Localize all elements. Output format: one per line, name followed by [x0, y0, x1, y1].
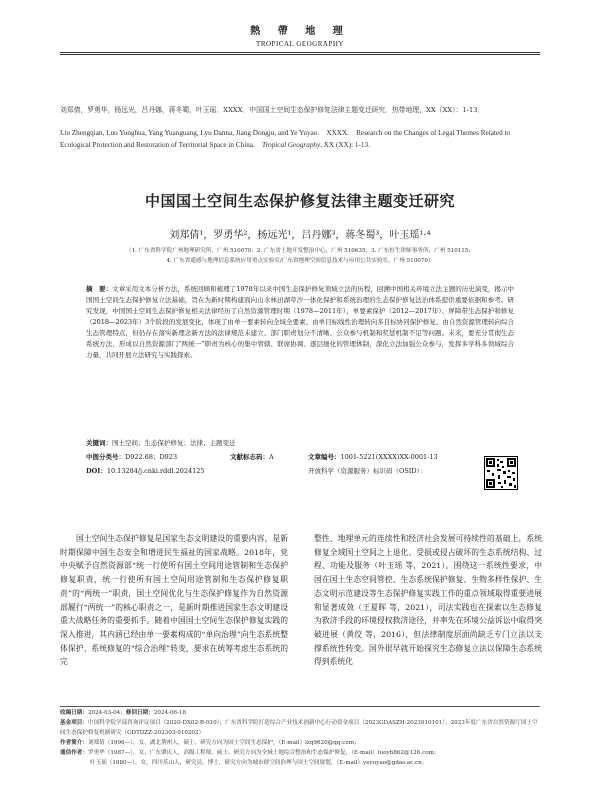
doi — [86, 466, 205, 475]
osid-label: 开放科学（资源服务）标识码（OSID）： — [308, 467, 427, 475]
clc-value: D922.68；D923 — [125, 453, 178, 461]
doi-value: 10.13284/j.cnki.rddl.2024125 — [106, 467, 205, 475]
citation-en-journal: Tropical Geography — [261, 141, 321, 149]
doi-label: DOI： — [86, 467, 107, 475]
footnotes — [60, 708, 540, 768]
received-label: 收稿日期： — [60, 710, 88, 716]
header-rule-thin — [60, 54, 540, 55]
header-rule — [60, 52, 540, 53]
corresponding-label: 通信作者： — [60, 750, 88, 756]
fund-info — [60, 718, 540, 738]
abstract-text: 文章采用文本分析方法，系统回顾和梳理了1978年以来中国生态保护修复领域立法的历程，回溯中国相关环境立法主题的历史演变，揭示中国国土空间生态保护修复立法基础，旨在为新时期构建面向山水林田湖草沙一体化保护和系统治理的生态保护修复法治体系提供重要依据和参考。研究发现，中国国土空间生态保护修复相关法律经历了自然资源管理时期（1978—2011年）、单要素保护（2012—2017年）、屏障带生态保护和修复（2018—2023年）3个阶段的发展变化，体现了由单一要素转向全域全要素、由单目标线性治理转向多目标协同保护修复、由自然资源管理转向综合生态管理特点，但仍存在落实新理念新方法的法律规范未建立、部门职责划分不清晰、公众参与机制和奖惩机制不足等问题。未来，要充分贯彻生态系统方法，形成以自然资源部门“两统一”职责为核心的集中管辖、联席协调、逐层细化的管理体制，深化立法加强公众参与，发挥多学科多领域综合力量，共同开展立法研究与实践探索。 — [86, 285, 514, 359]
doc-code-value: A — [269, 453, 274, 461]
abstract — [86, 284, 514, 361]
article-number — [308, 452, 438, 461]
citation-cn: 刘郑倩，罗勇华，杨远光，吕丹娜，蒋冬蜀，叶玉瑶．XXXX．中国国土空间生态保护修复法律主题变迁研究．热带地理，XX（XX）：1-13． — [60, 106, 485, 114]
body-column-left: 国土空间生态保护修复是国家生态文明建设的重要内容，是新时期保障中国生态安全和增进民生福祉的国家战略。2018年，党中央赋予自然资源部“统一行使所有国土空间用途管制和生态保护修复职责，统一行使所有国土空间用途管制和生态保护修复职责”的“两统一”职责，国土空间优化与生态保护修复作为自然资源部履行“两统一”的核心职责之一，是新时期推进国家生态文明建设重大战略任务的重要抓手。随着中国国土空间生态保护修复实践的深入推进，其内涵已经由单一要素构成的“单向治理”向生态系统整体保护、系统修复的“综合治理”转变，要求在统筹考虑生态系统的完 — [60, 534, 288, 667]
journal-title-cn: 熱 帶 地 理 — [250, 26, 350, 37]
qr-code-graphic — [485, 457, 517, 489]
paper-title: 中国国土空间生态保护修复法律主题变迁研究 — [144, 192, 455, 210]
document-code — [230, 452, 274, 461]
abstract-label: 摘 要： — [86, 285, 113, 293]
footnote-rule — [60, 706, 540, 707]
fund-label: 基金项目： — [60, 720, 88, 726]
article-number-label: 文章编号： — [308, 453, 341, 461]
affiliation-line-1: （1. 广东省科学院广州地理研究所，广州 510070；2. 广东省土地开发整治中心，广州 510635；3. 广东恒生律师事务所，广州 510115； — [125, 248, 475, 254]
author-bio-label: 作者简介： — [60, 740, 88, 746]
body-column-right: 整性、地理单元的连续性和经济社会发展可持续性的基础上，系统修复全域国土空间之上退化、受损或侵占破坏的生态系统结构、过程、功能及服务（叶玉瑶 等，2021）。围绕这一系统性要求，中国在国土生态空间管控、生态系统保护修复、生物多样性保护、生态文明示范建设等生态保护修复实践工作的重点领域取得重要进展和显著成效（王夏晖 等，2021），司法实践也在探索以生态修复为救济手段的环境侵权救济途径，并率先在环境公益诉讼中取得突破进展（黄佼 等，2016），但法律制度层面尚缺乏专门立法以支撑系统性转变。国外很早就开始探究生态修复立法以保障生态系统得到系统化 — [314, 534, 542, 667]
journal-title-en: TROPICAL GEOGRAPHY — [256, 40, 344, 48]
qr-code-icon[interactable] — [484, 456, 518, 490]
keywords-text: 国土空间；生态保护修复；法律；主题变迁 — [112, 439, 236, 447]
revised-date: 2024-06-18 — [153, 710, 187, 716]
keywords-label: 关键词： — [86, 439, 112, 447]
citation-en — [60, 127, 542, 151]
received-dates — [60, 708, 540, 718]
author-bio — [60, 738, 540, 748]
affiliation-line-2: 4. 广东省遥感与地理信息系统应用重点实验室/广东省地理空间信息技术与应用公共实验室，广州 510070） — [166, 258, 434, 264]
author-list: 刘郑倩¹，罗勇华²，杨远光¹，吕丹娜³，蒋冬蜀³，叶玉瑶¹·⁴ — [169, 230, 431, 241]
corresponding-author-2: 叶玉瑶（1980—），女，四川乐山人，研究员，博士，研究方向为城市群空间治理与国土空间规划，（E-mail）yeyuyao@gdas.ac.cn。 — [90, 760, 428, 766]
clc-number — [86, 452, 177, 461]
corresponding-text: 罗勇华（1987—），女，广东肇庆人，高级工程师，硕士，研究方向为全域土地综合整治和生态保护修复，（E-mail）luoyh862@126.com； — [87, 750, 440, 756]
clc-label: 中图分类号： — [86, 453, 125, 461]
affiliations — [70, 246, 530, 266]
fund-text: 中国科学院学部咨询评议项目（2020-DX02-B-010）；广东省科学院打造综合产业技术创新中心行动资金项目（2023GDASZH-2023010101）；2023年度广东省自然资源厅国土空间生态保护修复机制研究（GDTDZZ-202303-010202） — [60, 720, 538, 736]
received-date: 2024-03-04； — [87, 710, 126, 716]
article-number-value: 1001-5221(XXXX)XX-0001-13 — [340, 453, 438, 461]
citation-en-main: Liu Zhengqian, Luo Yonghua, Yang Yuanguang, Lyu Danna, Jiang Dongju, and Ye Yuyao. XXXX. Research on the Changes of Legal Themes Related to Ecological Protection and Restoration of Territorial Space in China. — [60, 129, 511, 149]
author-bio-text: 刘郑倩（1996—），女，湖北荆州人，硕士，研究方向为国土空间生态保护，（E-mail）lzq9620@qq.com； — [87, 740, 360, 746]
corresponding-author — [60, 748, 540, 758]
doc-code-label: 文献标志码： — [230, 453, 269, 461]
citation-en-volume: , XX (XX): 1-13. — [320, 141, 370, 149]
keywords — [86, 438, 506, 447]
revised-label: 修回日期： — [125, 710, 154, 716]
